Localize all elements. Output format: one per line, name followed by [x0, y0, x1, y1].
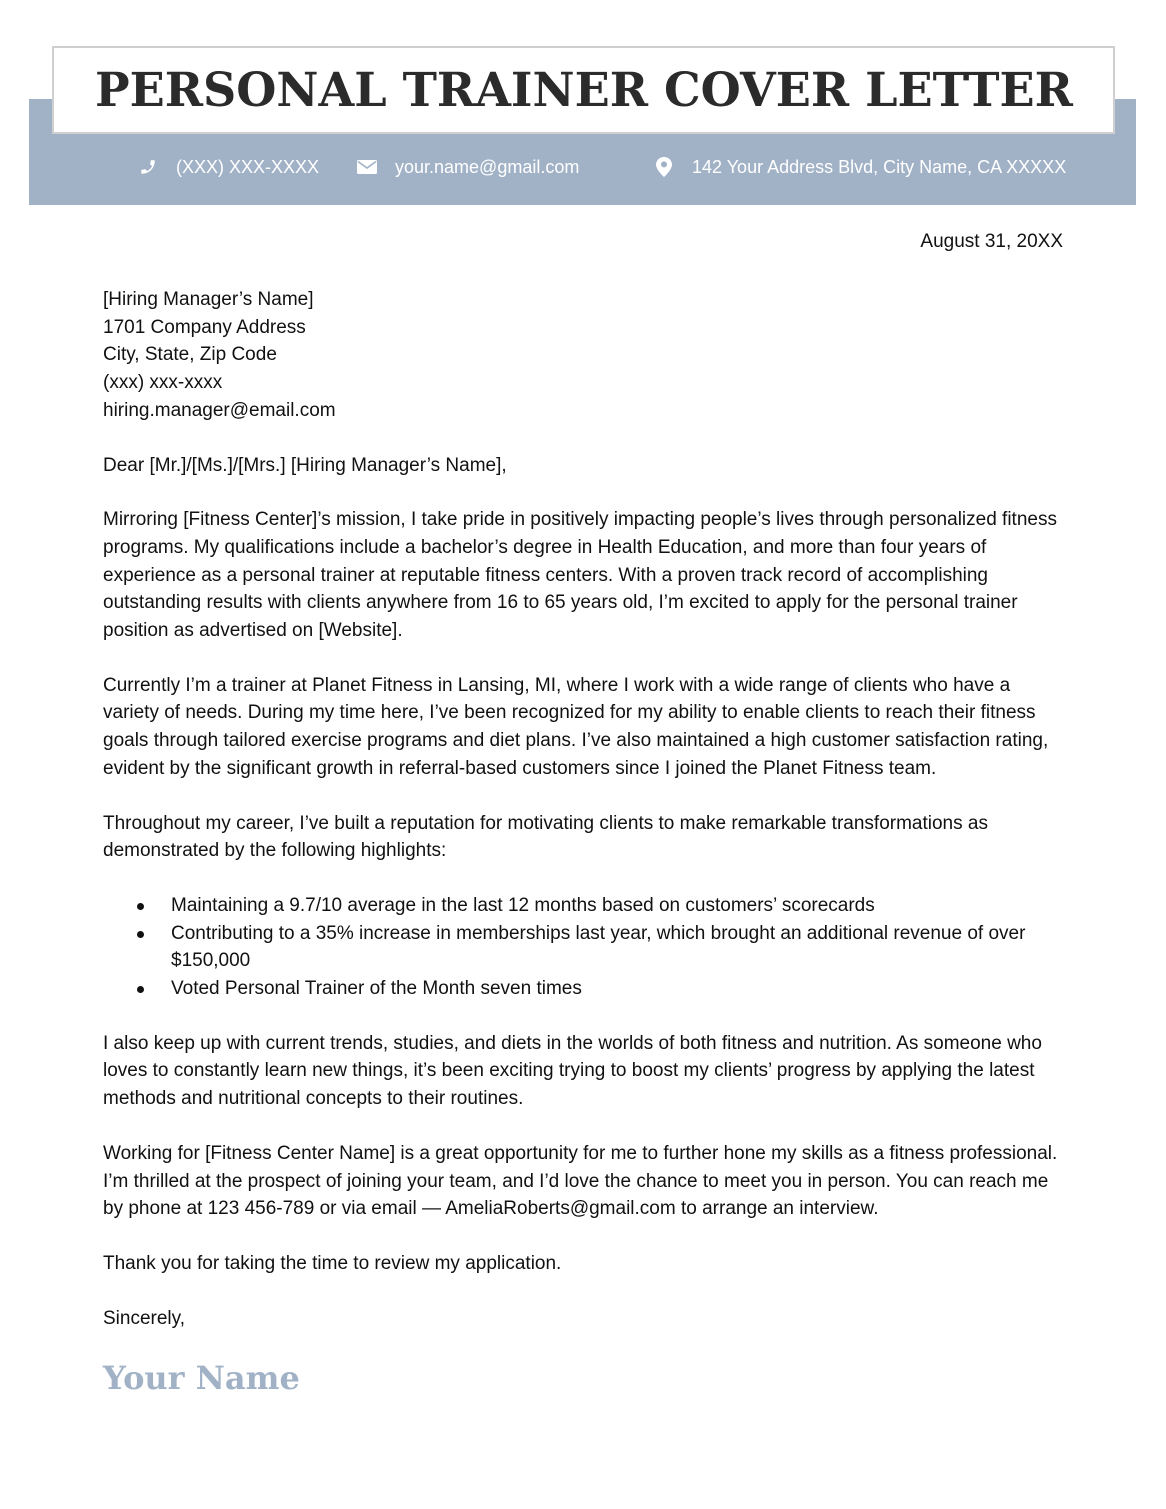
list-item: [103, 892, 1063, 920]
letter-date: August 31, 20XX: [920, 231, 1063, 252]
bullet-icon: [137, 903, 144, 910]
contact-address-text: 142 Your Address Blvd, City Name, CA XXXXX: [692, 156, 1067, 177]
bullet-icon: [137, 986, 144, 993]
contact-email: [357, 150, 579, 184]
signature-name: Your Name: [103, 1359, 300, 1398]
paragraph-trends: I also keep up with current trends, studies, and diets in the worlds of both fitness and nutrition. As someone who loves to constantly learn new things, it’s been exciting trying to boost my clients’ progress by applying the latest methods and nutritional concepts to their routines.: [103, 1032, 1042, 1110]
title-box: [52, 46, 1115, 134]
contact-address: [654, 150, 1066, 184]
paragraph-intro: Mirroring [Fitness Center]’s mission, I take pride in positively impacting people’s lives through personalized fitness programs. My qualifications include a bachelor’s degree in Health Education, and more than four years of experience as a personal trainer at reputable fitness centers. With a proven track record of accomplishing outstanding results with clients anywhere from 16 to 65 years old, I’m excited to apply for the personal trainer position as advertised on [Website].: [103, 509, 1057, 642]
page-title: PERSONAL TRAINER COVER LETTER: [94, 62, 1073, 118]
phone-icon: [138, 157, 158, 177]
contact-email-text: your.name@gmail.com: [395, 156, 580, 177]
contact-bar: [0, 150, 1166, 184]
map-pin-icon: [654, 157, 674, 177]
recipient-city: City, State, Zip Code: [103, 344, 277, 366]
paragraph-opportunity: Working for [Fitness Center Name] is a great opportunity for me to further hone my skills as a fitness professional. I’m thrilled at the prospect of joining your team, and I’d love the chance to meet you in person. You can reach me by phone at 123 456-789 or via email — AmeliaRoberts@gmail.com to arrange an interview.: [103, 1142, 1058, 1220]
recipient-address: 1701 Company Address: [103, 316, 306, 338]
recipient-name: [Hiring Manager’s Name]: [103, 289, 314, 310]
recipient-phone: (xxx) xxx-xxxx: [103, 372, 223, 394]
highlights-list: [103, 892, 1063, 1003]
contact-phone-text: (XXX) XXX-XXXX: [176, 156, 320, 177]
highlight-text: Voted Personal Trainer of the Month seven times: [171, 978, 582, 1000]
salutation: Dear [Mr.]/[Ms.]/[Mrs.] [Hiring Manager’s Name],: [103, 454, 507, 476]
recipient-email: hiring.manager@email.com: [103, 399, 336, 421]
highlight-text: Contributing to a 35% increase in memberships last year, which brought an additional revenue of over $150,000: [171, 922, 1026, 972]
list-item: [103, 920, 1063, 975]
paragraph-highlights-intro: Throughout my career, I’ve built a reputation for motivating clients to make remarkable transformations as demonstrated by the following highlights:: [103, 812, 988, 862]
list-item: [103, 975, 1063, 1003]
closing-line: Thank you for taking the time to review my application.: [103, 1252, 562, 1274]
envelope-icon: [357, 157, 377, 177]
recipient-block: [103, 286, 1063, 425]
signoff: Sincerely,: [103, 1307, 186, 1329]
paragraph-current-role: Currently I’m a trainer at Planet Fitness in Lansing, MI, where I work with a wide range of clients who have a variety of needs. During my time here, I’ve been recognized for my ability to enable clients to reach their fitness goals through tailored exercise programs and diet plans. I’ve also maintained a high customer satisfaction rating, evident by the significant growth in referral-based customers since I joined the Planet Fitness team.: [103, 674, 1049, 779]
highlight-text: Maintaining a 9.7/10 average in the last 12 months based on customers’ scorecards: [171, 894, 875, 916]
contact-phone: [138, 150, 319, 184]
bullet-icon: [137, 931, 144, 938]
letter-body: [103, 228, 1063, 1398]
